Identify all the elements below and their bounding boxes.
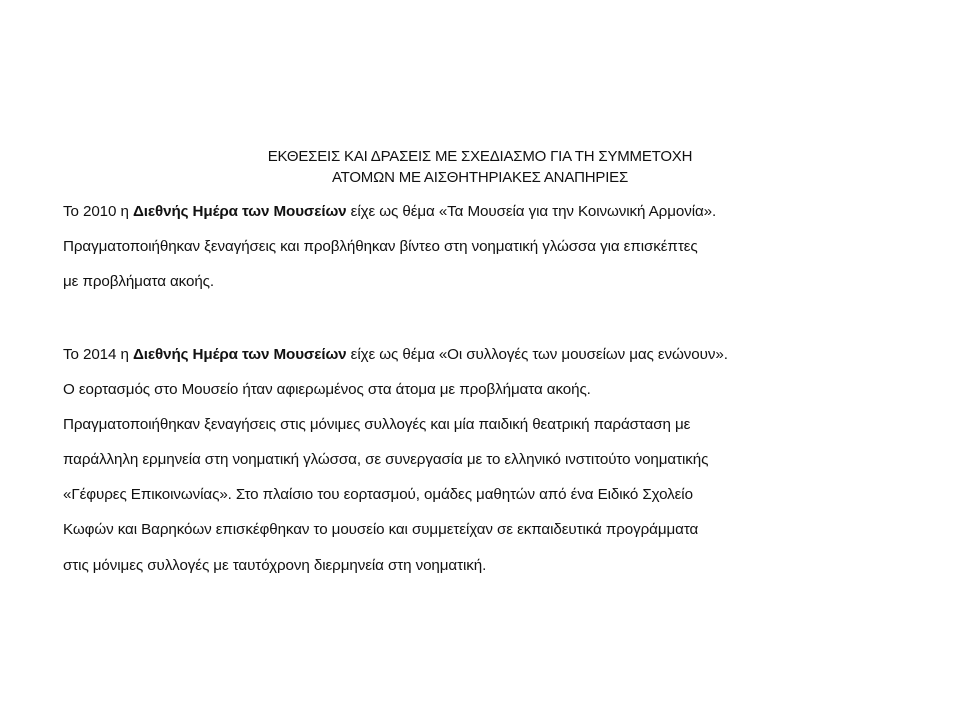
slide-title-line-2: ΑΤΟΜΩΝ ΜΕ ΑΙΣΘΗΤΗΡΙΑΚΕΣ ΑΝΑΠΗΡΙΕΣ [331, 169, 629, 186]
paragraph-1-event-name: Διεθνής Ημέρα των Μουσείων [132, 203, 347, 220]
paragraph-2-line-5: «Γέφυρες Επικοινωνίας». Στο πλαίσιο του εορτασμού, ομάδες μαθητών από ένα Ειδικό Σχολείο [63, 486, 693, 503]
paragraph-2-line-3: Πραγματοποιήθηκαν ξεναγήσεις στις μόνιμες συλλογές και μία παιδική θεατρική παράσταση με [63, 416, 691, 433]
paragraph-1-line-2: Πραγματοποιήθηκαν ξεναγήσεις και προβλήθηκαν βίντεο στη νοηματική γλώσσα για επισκέπτες [63, 238, 698, 255]
paragraph-1-line-1 [63, 201, 716, 223]
paragraph-2-event-name: Διεθνής Ημέρα των Μουσείων [132, 346, 347, 363]
paragraph-1-theme: είχε ως θέμα «Τα Μουσεία για την Κοινωνική Αρμονία». [346, 203, 717, 220]
paragraph-2-line-6: Κωφών και Βαρηκόων επισκέφθηκαν το μουσείο και συμμετείχαν σε εκπαιδευτικά προγράμματα [63, 521, 699, 538]
paragraph-2-theme: είχε ως θέμα «Οι συλλογές των μουσείων μας ενώνουν». [346, 346, 728, 363]
slide-title-line-1: ΕΚΘΕΣΕΙΣ ΚΑΙ ΔΡΑΣΕΙΣ ΜΕ ΣΧΕΔΙΑΣΜΟ ΓΙΑ ΤΗ ΣΥΜΜΕΤΟΧΗ [267, 148, 693, 165]
paragraph-1-line-3: με προβλήματα ακοής. [63, 273, 215, 290]
paragraph-2-intro: Το 2014 η [63, 346, 133, 363]
paragraph-2-line-2: Ο εορτασμός στο Μουσείο ήταν αφιερωμένος στα άτομα με προβλήματα ακοής. [63, 381, 591, 398]
paragraph-2-line-7: στις μόνιμες συλλογές με ταυτόχρονη διερμηνεία στη νοηματική. [63, 557, 487, 574]
paragraph-2-line-1 [63, 344, 728, 366]
paragraph-1-intro: Το 2010 η [63, 203, 133, 220]
paragraph-2-line-4: παράλληλη ερμηνεία στη νοηματική γλώσσα, σε συνεργασία με το ελληνικό ινστιτούτο νοηματικής [63, 451, 709, 468]
